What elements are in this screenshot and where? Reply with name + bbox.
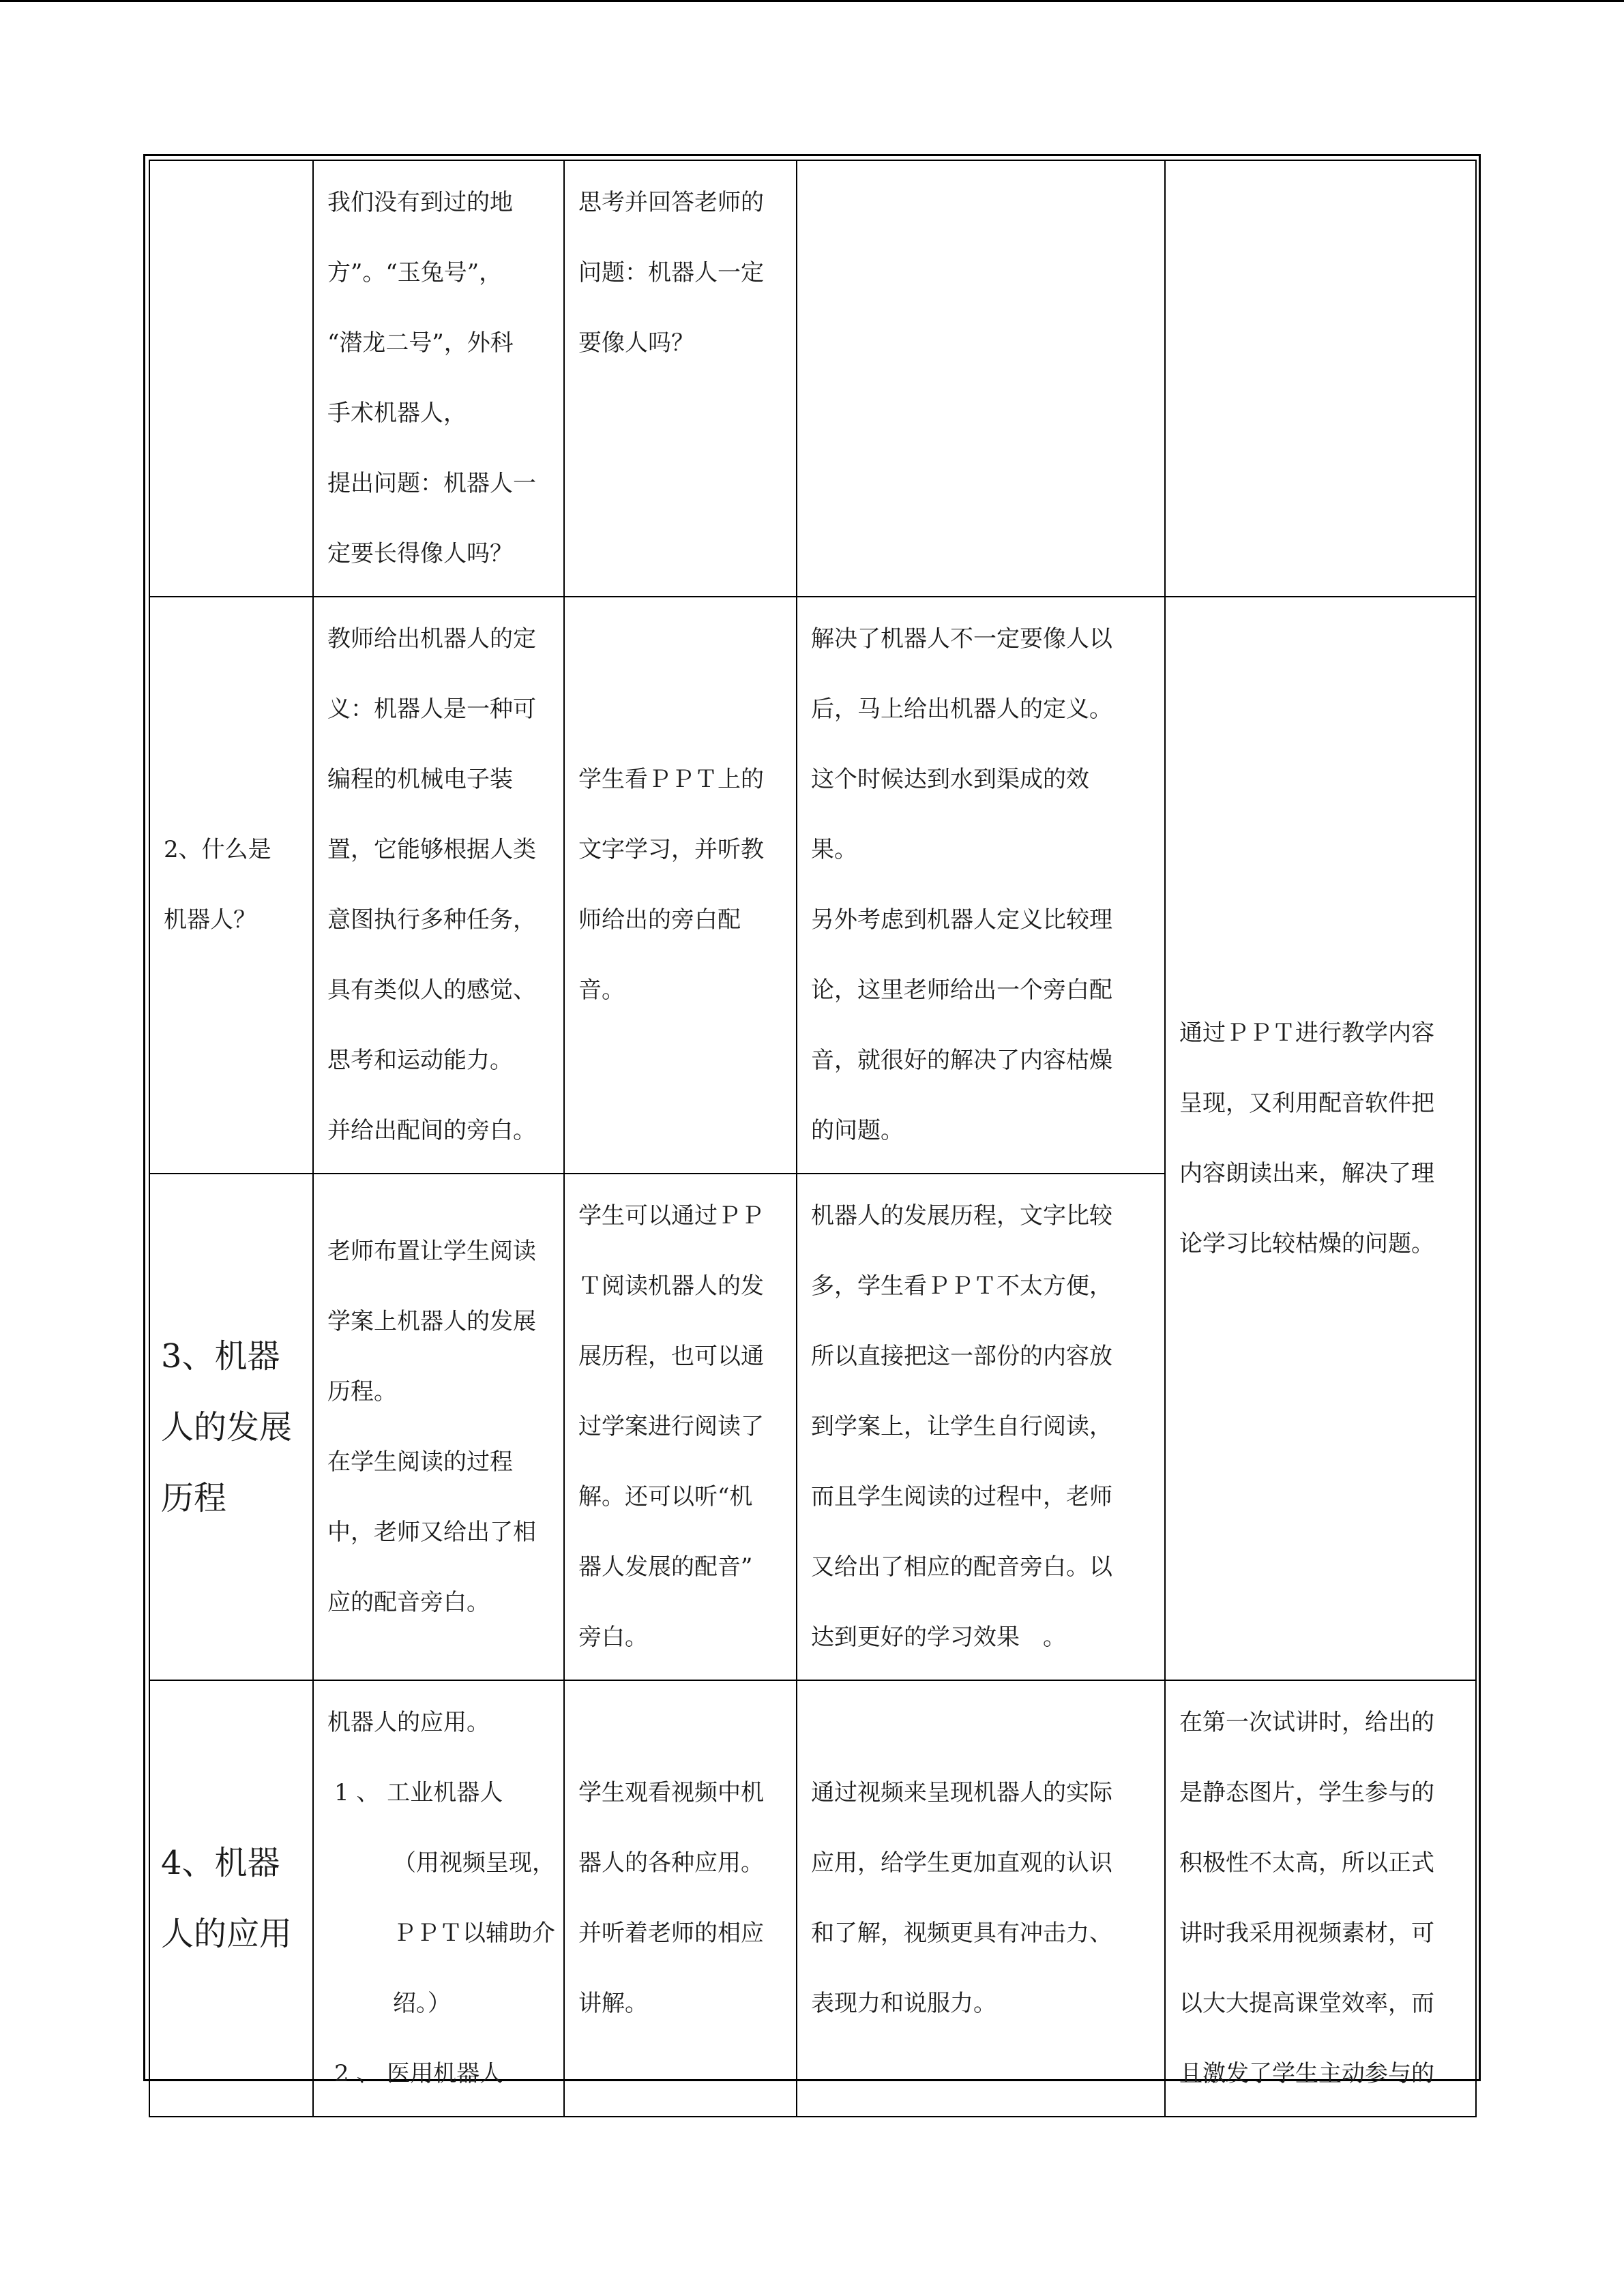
teacher-activity-cell: 老师布置让学生阅读 学案上机器人的发展 历程。 在学生阅读的过程 中，老师又给出了相 应的配音旁白。 — [313, 1174, 564, 1680]
student-activity-cell: 思考并回答老师的 问题：机器人一定 要像人吗？ — [564, 160, 797, 597]
table-row — [149, 1680, 1476, 2117]
table-row — [149, 160, 1476, 597]
tech-application-cell: 通过ＰＰＴ进行教学内容 呈现，又利用配音软件把 内容朗读出来，解决了理 论学习比较枯燥的问题。 — [1165, 597, 1476, 1680]
section-cell: 2、什么是 机器人？ — [149, 597, 313, 1174]
teacher-activity-cell: 机器人的应用。 1 、 工业机器人 （用视频呈现， ＰＰＴ以辅助介 绍。） 2 、 医用机器人 — [313, 1680, 564, 2117]
student-activity-cell: 学生可以通过ＰＰ Ｔ阅读机器人的发 展历程，也可以通 过学案进行阅读了 解。还可以听“机 器人发展的配音” 旁白。 — [564, 1174, 797, 1680]
student-activity-cell: 学生看ＰＰＴ上的 文字学习，并听教 师给出的旁白配 音。 — [564, 597, 797, 1174]
teacher-activity-cell: 教师给出机器人的定 义：机器人是一种可 编程的机械电子装 置，它能够根据人类 意图执行多种任务， 具有类似人的感觉、 思考和运动能力。 并给出配间的旁白。 — [313, 597, 564, 1174]
section-cell: 4、机器 人的应用 — [149, 1680, 313, 2117]
section-cell — [149, 160, 313, 597]
application-item-medical: 2 、 医用机器人 — [334, 2060, 503, 2087]
design-intent-cell: 解决了机器人不一定要像人以 后，马上给出机器人的定义。 这个时候达到水到渠成的效 果。 另外考虑到机器人定义比较理 论，这里老师给出一个旁白配 音，就很好的解决了内容枯燥 的问题。 — [797, 597, 1165, 1174]
section-cell: 3、机器 人的发展 历程 — [149, 1174, 313, 1680]
tech-application-cell — [1165, 160, 1476, 597]
application-title: 机器人的应用。 — [327, 1709, 490, 1736]
tech-application-cell: 在第一次试讲时，给出的 是静态图片，学生参与的 积极性不太高，所以正式 讲时我采用视频素材，可 以大大提高课堂效率，而 且激发了学生主动参与的 — [1165, 1680, 1476, 2117]
lesson-plan-table — [149, 160, 1477, 2117]
design-intent-cell: 机器人的发展历程，文字比较 多，学生看ＰＰＴ不太方便， 所以直接把这一部份的内容放 到学案上，让学生自行阅读， 而且学生阅读的过程中，老师 又给出了相应的配音旁白。以 达到更好的学习效果 。 — [797, 1174, 1165, 1680]
design-intent-cell: 通过视频来呈现机器人的实际 应用，给学生更加直观的认识 和了解，视频更具有冲击力、 表现力和说服力。 — [797, 1680, 1165, 2117]
student-activity-cell: 学生观看视频中机 器人的各种应用。 并听着老师的相应 讲解。 — [564, 1680, 797, 2117]
table-row — [149, 597, 1476, 1174]
application-item-industrial: 1 、 工业机器人 — [334, 1779, 503, 1806]
teacher-activity-cell: 我们没有到过的地 方”。“玉兔号”， “潜龙二号”，外科 手术机器人， 提出问题：机器人一 定要长得像人吗？ — [313, 160, 564, 597]
design-intent-cell — [797, 160, 1165, 597]
page-top-border — [0, 0, 1624, 2]
